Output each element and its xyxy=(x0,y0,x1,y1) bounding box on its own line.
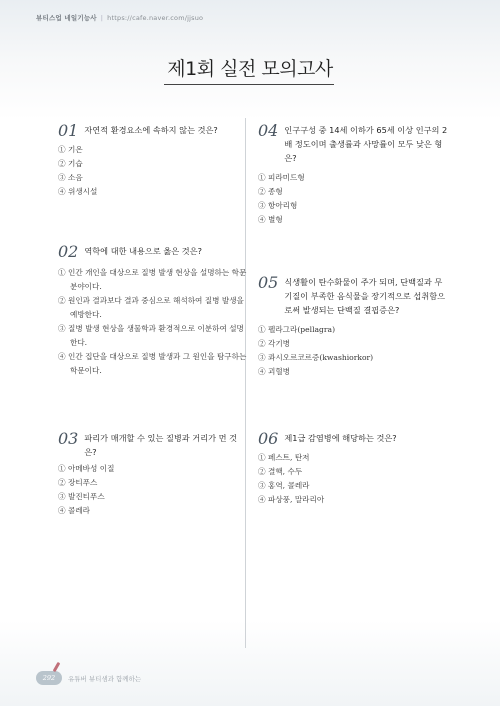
page-header xyxy=(0,0,500,30)
header-brand: 뷰티스업 네일기능사 xyxy=(36,14,97,22)
question-text: 식생활이 탄수화물이 주가 되며, 단백질과 무기질이 부족한 음식물을 장기적으로 섭취함으로써 발생되는 단백질 결핍증은? xyxy=(284,277,446,315)
option-1[interactable]: ① 아메바성 이질 xyxy=(58,464,115,473)
header-text xyxy=(36,13,203,22)
question-text: 파리가 매개할 수 있는 질병과 거리가 먼 것은? xyxy=(84,433,238,457)
question-text: 자연적 환경요소에 속하지 않는 것은? xyxy=(84,125,218,135)
question-number: 02 xyxy=(58,242,79,261)
question-01 xyxy=(58,122,248,199)
option-1[interactable]: ① 펠라그라(pellagra) xyxy=(258,325,336,334)
question-text: 제1급 감염병에 해당하는 것은? xyxy=(284,433,397,443)
option-1[interactable]: ① 인간 개인을 대상으로 질병 발생 현상을 설명하는 학문 분야이다. xyxy=(58,268,247,291)
question-number: 01 xyxy=(58,121,79,140)
option-3[interactable]: ③ 콰시오르코르증(kwashiorkor) xyxy=(258,353,374,362)
option-1[interactable]: ① 페스트, 탄저 xyxy=(258,453,310,462)
page-number-badge: 292 xyxy=(36,671,62,685)
question-number: 04 xyxy=(258,121,279,140)
question-text: 역학에 대한 내용으로 옳은 것은? xyxy=(84,246,202,256)
option-4[interactable]: ④ 별형 xyxy=(258,215,283,224)
option-1[interactable]: ① 기온 xyxy=(58,145,83,154)
option-2[interactable]: ② 기습 xyxy=(58,159,83,168)
option-2[interactable]: ② 장티푸스 xyxy=(58,478,98,487)
option-3[interactable]: ③ 소음 xyxy=(58,173,83,182)
option-3[interactable]: ③ 질병 발생 현상을 생물학과 환경적으로 이분하여 설명한다. xyxy=(58,324,244,347)
title-underline xyxy=(164,84,334,85)
question-03 xyxy=(58,430,248,518)
question-06 xyxy=(258,430,448,507)
option-4[interactable]: ④ 괴혈병 xyxy=(258,367,291,376)
option-4[interactable]: ④ 파상풍, 말라리아 xyxy=(258,495,325,504)
question-number: 05 xyxy=(258,273,279,292)
header-url[interactable]: https://cafe.naver.com/jjsuo xyxy=(107,14,204,22)
option-2[interactable]: ② 각기병 xyxy=(258,339,291,348)
question-04 xyxy=(258,122,448,227)
question-number: 03 xyxy=(58,429,79,448)
option-4[interactable]: ④ 위생시설 xyxy=(58,187,98,196)
question-text: 인구구성 중 14세 이하가 65세 이상 인구의 2배 정도이며 출생률과 사망률이 모두 낮은 형은? xyxy=(284,125,448,163)
option-1[interactable]: ① 피라미드형 xyxy=(258,173,305,182)
header-separator: | xyxy=(100,14,104,22)
question-02 xyxy=(58,243,248,378)
option-3[interactable]: ③ 발진티푸스 xyxy=(58,492,105,501)
option-3[interactable]: ③ 항아리형 xyxy=(258,201,298,210)
option-4[interactable]: ④ 콜레라 xyxy=(58,506,91,515)
footer-text: 유튜버 뷰티샘과 함께하는 xyxy=(68,675,142,683)
question-05 xyxy=(258,274,448,379)
question-number: 06 xyxy=(258,429,279,448)
option-3[interactable]: ③ 홍역, 콜레라 xyxy=(258,481,310,490)
option-2[interactable]: ② 결핵, 수두 xyxy=(258,467,303,476)
option-2[interactable]: ② 원인과 결과보다 결과 중심으로 해석하여 질병 발생을 예방한다. xyxy=(58,296,244,319)
option-2[interactable]: ② 종형 xyxy=(258,187,283,196)
page-title: 제1회 실전 모의고사 xyxy=(167,58,333,80)
option-4[interactable]: ④ 인간 집단을 대상으로 질병 발생과 그 원인을 탐구하는 학문이다. xyxy=(58,352,247,375)
